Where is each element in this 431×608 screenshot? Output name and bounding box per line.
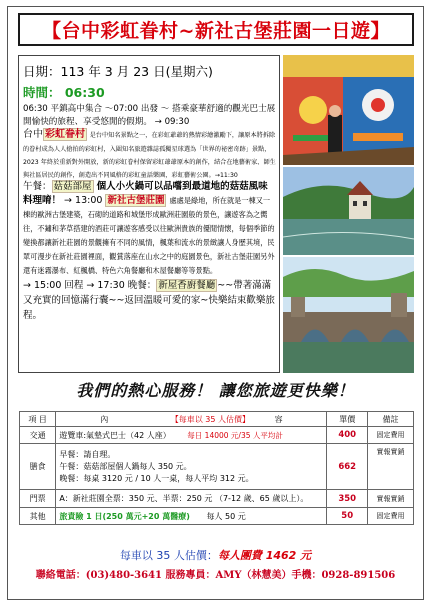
row-content [56,427,327,444]
per-person-label: 每車以 35 人估價： [119,549,218,562]
row-note: 固定費用 [367,508,413,525]
stone-bridge-photo [283,257,414,373]
meal-line: 午餐：菇菇部屋個人鍋每人 350 元。 [59,461,192,471]
itinerary-paragraph-2 [23,128,277,180]
row-item: 其他 [20,508,56,525]
table-row [20,490,414,508]
insurance-price-text: 每人 50 元 [206,511,246,521]
header-price: 單價 [327,412,368,427]
time-line: 時間： 06:30 [23,85,105,100]
return-dinner: → 15:00 回程 → 17:30 晚餐： [23,280,157,292]
dinner-restaurant: 新屋香廚餐廳 [158,280,216,292]
row-note: 實報實銷 [367,490,413,508]
closing-text: ~~帶著滿滿又充實的回憶滿行囊~~返回溫暖可愛的家~快樂結束歡樂旅程。 [23,280,275,322]
row-content: A：新社莊園全票：350 元、半票：250 元 （7-12 歲、65 歲以上）。 [56,490,327,508]
row-price: 50 [327,508,368,525]
row-item: 膳食 [20,444,56,490]
header-item: 項 目 [20,412,56,427]
castle-manor-name: 新社古堡莊園 [107,195,165,207]
rainbow-village-photo [283,55,414,165]
lunch-arrow: → 13:00 [64,195,103,207]
row-price: 662 [327,444,368,490]
rainbow-village-description: 是台中知名景點之一，在彩虹爺爺的熱情彩繪激勵下，讓原本將拆除的眷村成為人人搶拍的彩虹村，入圍知名旅遊雜誌孤獨星球選為「世界的祕密奇跡」景點，2023 年終於重新對外開放，新的彩虹眷村保留彩虹爺爺原本的創作，結合在地藝術家、師生與社區居民的創作，創造出不同風格的彩虹童話樂園，彩虹藝術公園。→11:30 [23,132,276,179]
castle-manor-lake-photo [283,167,414,255]
slogan: 我們的熱心服務！ 讓您旅遊更快樂！ [76,381,355,400]
itinerary-paragraph-4 [23,278,277,323]
row-price: 350 [327,490,368,508]
rainbow-village-name: 彩虹眷村 [45,129,85,141]
header-note: 備註 [367,412,413,427]
meal-line: 早餐：請自理。 [59,449,116,459]
meal-line: 晚餐：每桌 3120 元 / 10 人一桌，每人平均 312 元。 [59,473,254,483]
row-item: 門票 [20,490,56,508]
itinerary-text [23,103,277,323]
table-header-row [20,412,414,427]
row-note: 固定費用 [367,427,413,444]
itinerary-paragraph-1: 06:30 平鎮高中集合 ～07:00 出發 ～ 搭乘豪華舒適的觀光巴士展開愉快的旅程、享受悠閒的假期。 → 09:30 [23,104,276,127]
table-row [20,427,414,444]
row-price: 400 [327,427,368,444]
lunch-description: 個人小火鍋可以品嚐到最道地的菇菇風味料理唷！ [23,181,268,207]
price-table [19,411,414,525]
lunch-label: 午餐： [23,181,52,193]
per-person-total [0,547,431,563]
table-row [20,444,414,490]
row-note: 實報實銷 [367,444,413,490]
header-content-post: 容 [274,414,283,424]
table-row [20,508,414,525]
castle-manor-description: 處處是綠地，所在就是一棟又一棟的歐洲古堡建築，石砌的道路和城堡形成歐洲莊園般的景色，讓遊客為之嚮往，不鏽和茅草搭建的酒莊可讓遊客感受以往歐洲貴族的優閒情懷，每個季節的變換都讓新社莊園的景觀擁有不同的風情，楓葉和流水的景緻讓人身歷其境，民眾可漫步在新社莊園裡面，觀賞落座在山水之中的庭園景色，新社古堡莊園另外還有迷霧瀑布、紅楓橋、特色六角餐廳和木屋餐廳等等景點。 [23,196,275,276]
rainbow-village-place: 台中 [23,129,43,141]
row-item: 交通 [20,427,56,444]
itinerary-paragraph-3 [23,180,277,278]
transport-content: 遊覽車:氣墊式巴士（42 人座） [59,430,171,440]
row-content [56,508,327,525]
lunch-restaurant: 菇菇部屋 [53,181,92,193]
row-content [56,444,327,490]
contact-info: 聯絡電話：(03)480-3641 服務專員：AMY（林慧美）手機：0928-891506 [35,570,396,581]
date-line: 日期：113 年 3 月 23 日(星期六) [23,64,213,79]
header-content-pre: 內 [100,414,109,424]
page-title: 【台中彩虹眷村~新社古堡莊園一日遊】 [18,13,414,46]
header-content [56,412,327,427]
itinerary-box [18,55,280,373]
per-person-amount: 每人團費 1462 元 [217,549,312,562]
insurance-content: 旅責險 1 日(250 萬元+20 萬醫療) [59,511,190,521]
transport-extra: 每日 14000 元/35 人平均計 [187,430,283,440]
header-content-highlight: 【每車以 35 人估價】 [170,414,251,424]
